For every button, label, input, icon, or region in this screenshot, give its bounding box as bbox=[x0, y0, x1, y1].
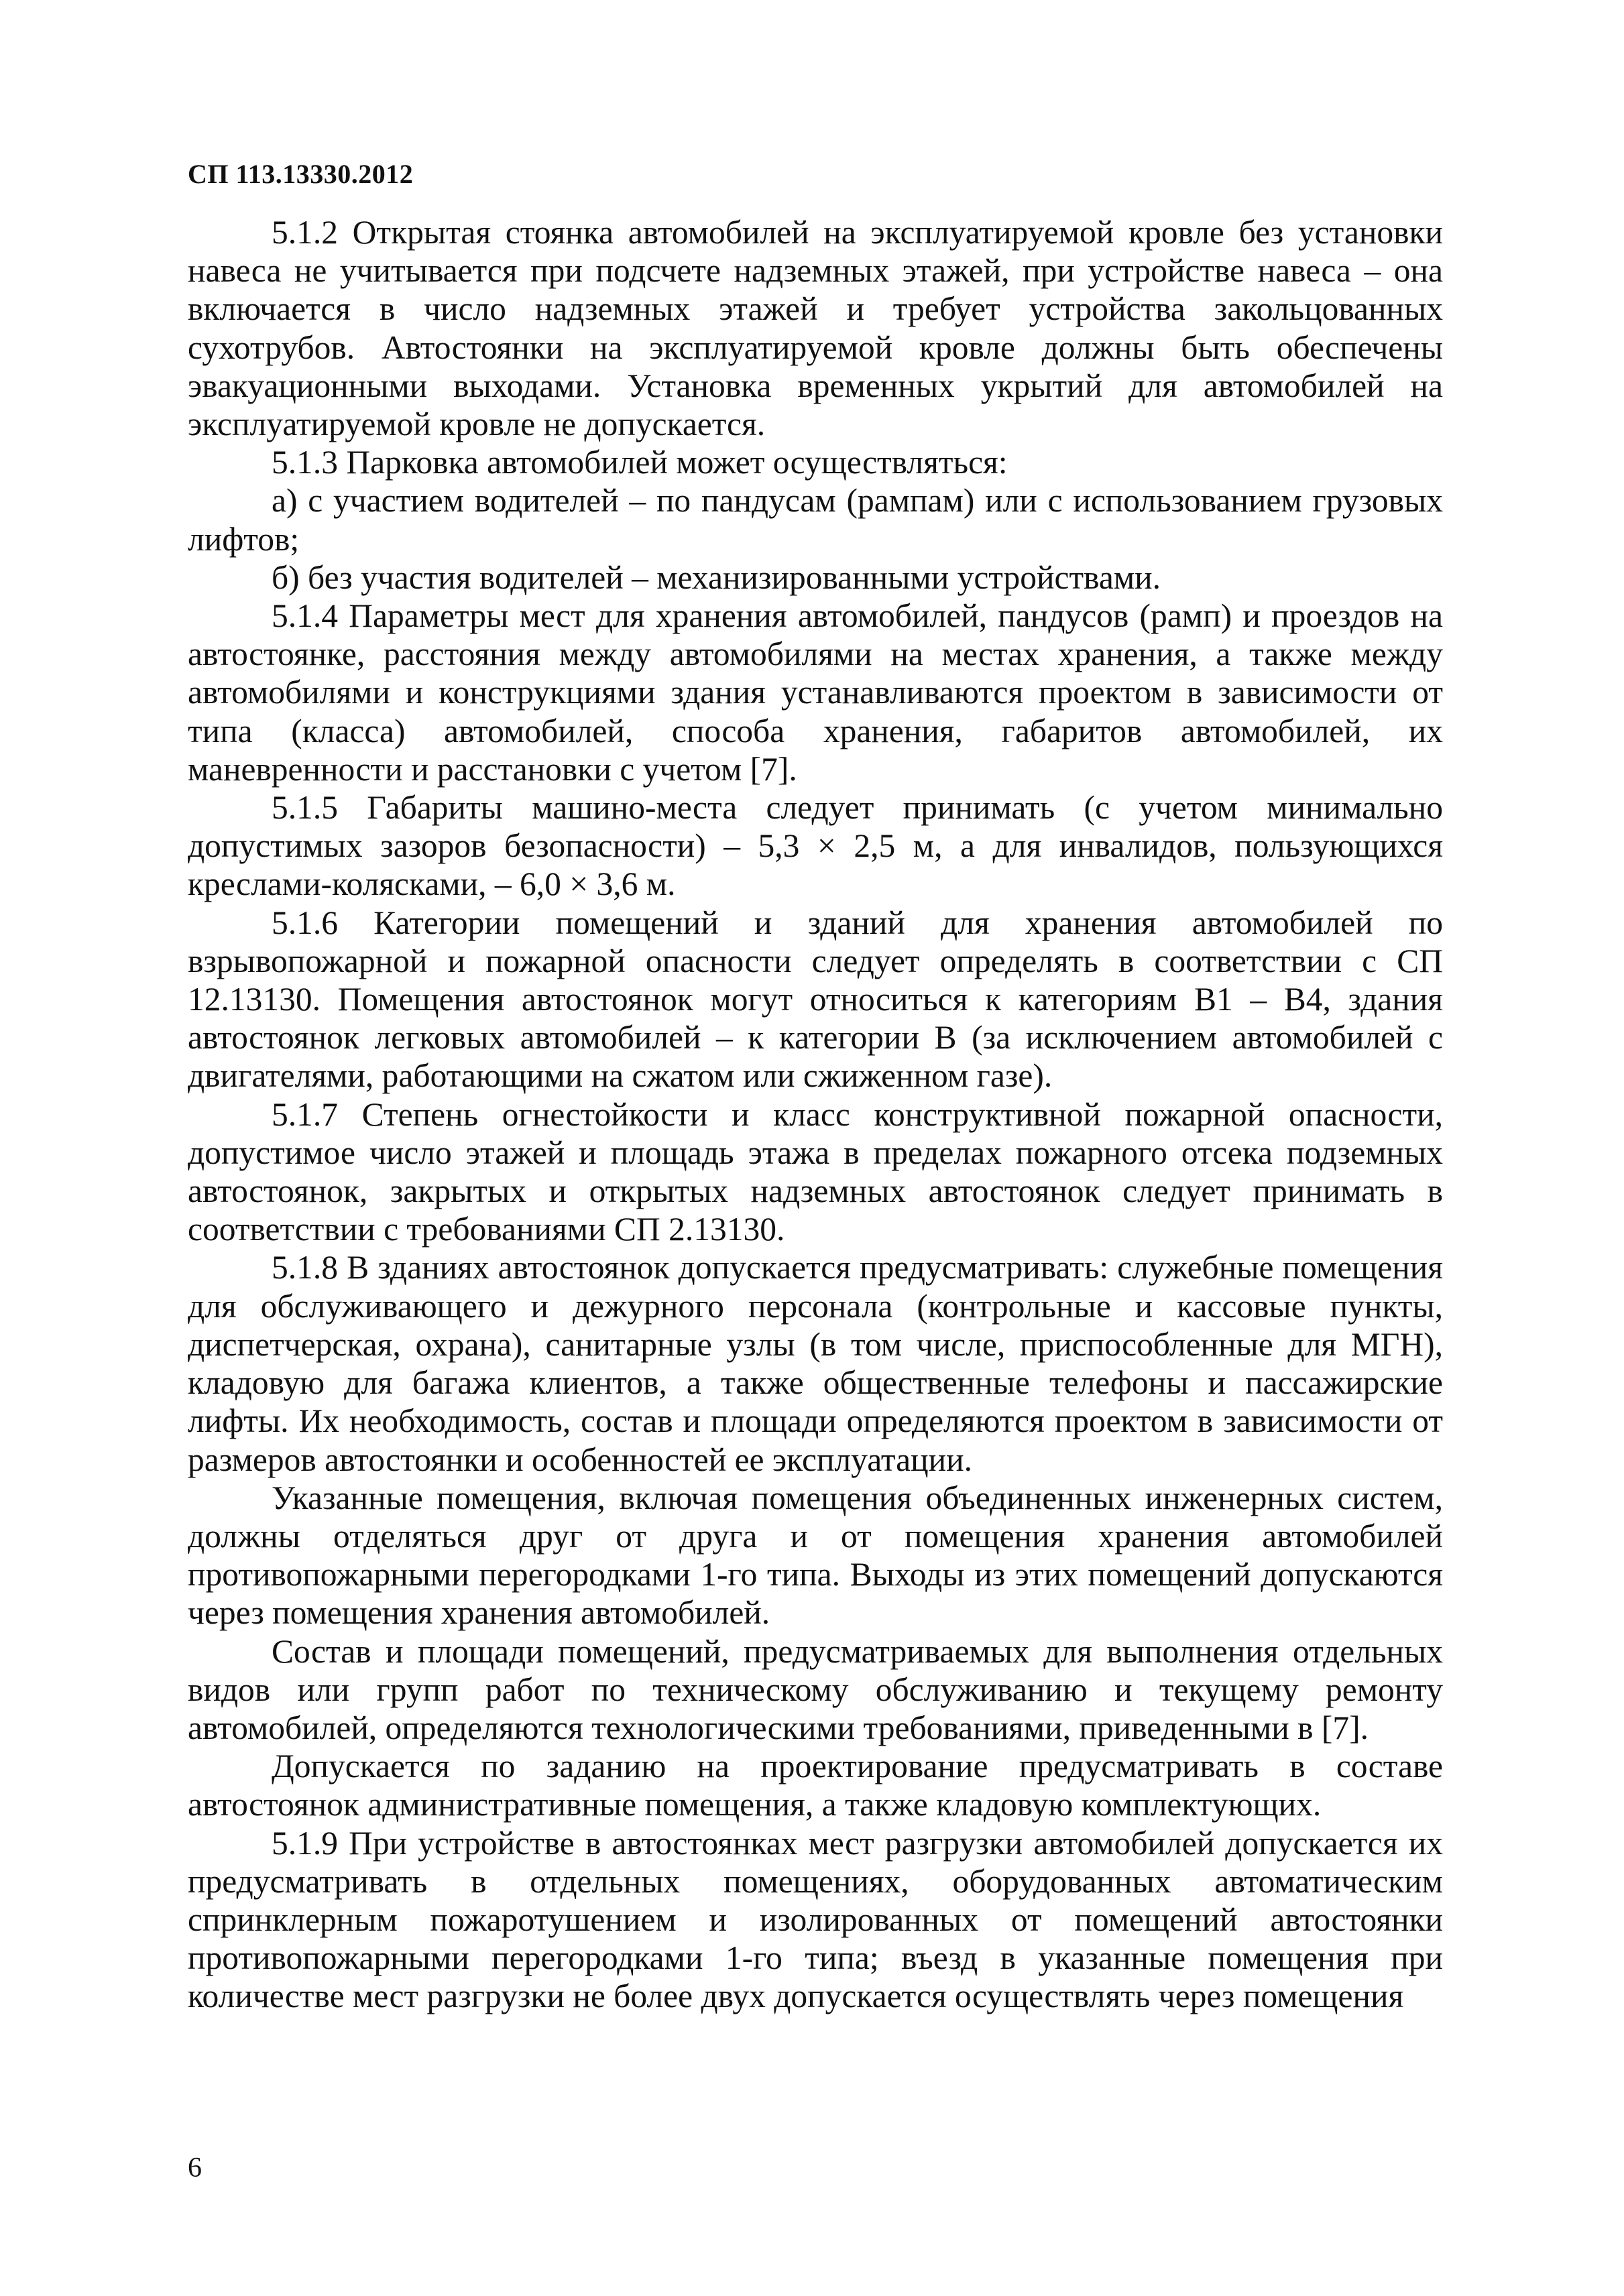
document-code-header: СП 113.13330.2012 bbox=[188, 159, 414, 189]
paragraph-5-1-8-maintenance-rooms: Состав и площади помещений, предусматриваемых для выполнения отдельных видов или групп работ по техническому обслуживанию и текущему ремонту автомобилей, определяются технологическими требованиями, приведенными в [7]. bbox=[188, 1632, 1443, 1746]
paragraph-5-1-3-b: б) без участия водителей – механизированными устройствами. bbox=[272, 558, 1161, 596]
paragraph-5-1-9: 5.1.9 При устройстве в автостоянках мест разгрузки автомобилей допускается их предусматривать в отдельных помещениях, оборудованных автоматическим спринклерным пожаротушением и изолированных от помещений автостоянки противопожарными перегородками 1-го типа; въезд в указанные помещения при количестве мест разгрузки не более двух допускается осуществлять через помещения bbox=[188, 1824, 1443, 2015]
paragraph-5-1-3: 5.1.3 Парковка автомобилей может осуществляться: bbox=[272, 444, 1008, 481]
paragraph-5-1-3-a: а) с участием водителей – по пандусам (рампам) или с использованием грузовых лифтов; bbox=[188, 482, 1443, 558]
paragraph-5-1-8: 5.1.8 В зданиях автостоянок допускается предусматривать: служебные помещения для обслуживающего и дежурного персонала (контрольные и кассовые пункты, диспетчерская, охрана), санитарные узлы (в том числе, приспособленные для МГН), кладовую для багажа клиентов, а также общественные телефоны и пассажирские лифты. Их необходимость, состав и площади определяются проектом в зависимости от размеров автостоянки и особенностей ее эксплуатации. bbox=[188, 1249, 1443, 1478]
paragraph-5-1-8-rooms-separation: Указанные помещения, включая помещения объединенных инженерных систем, должны отделяться друг от друга и от помещения хранения автомобилей противопожарными перегородками 1-го типа. Выходы из этих помещений допускаются через помещения хранения автомобилей. bbox=[188, 1479, 1443, 1632]
page-number: 6 bbox=[188, 2153, 202, 2183]
paragraph-5-1-6: 5.1.6 Категории помещений и зданий для хранения автомобилей по взрывопожарной и пожарной опасности следует определять в соответствии с СП 12.13130. Помещения автостоянок могут относиться к категориям В1 – В4, здания автостоянок легковых автомобилей – к категории В (за исключением автомобилей с двигателями, работающими на сжатом или сжиженном газе). bbox=[188, 904, 1443, 1095]
paragraph-5-1-5: 5.1.5 Габариты машино-места следует принимать (с учетом минимально допустимых зазоров безопасности) – 5,3 × 2,5 м, а для инвалидов, пользующихся креслами-колясками, – 6,0 × 3,6 м. bbox=[188, 789, 1443, 903]
paragraph-5-1-8-admin-rooms: Допускается по заданию на проектирование предусматривать в составе автостоянок административные помещения, а также кладовую комплектующих. bbox=[188, 1748, 1443, 1823]
paragraph-5-1-2: 5.1.2 Открытая стоянка автомобилей на эксплуатируемой кровле без установки навеса не учитывается при подсчете надземных этажей, при устройстве навеса – она включается в число надземных этажей и требует устройства закольцованных сухотрубов. Автостоянки на эксплуатируемой кровле должны быть обеспечены эвакуационными выходами. Установка временных укрытий для автомобилей на эксплуатируемой кровле не допускается. bbox=[188, 214, 1443, 443]
paragraph-5-1-7: 5.1.7 Степень огнестойкости и класс конструктивной пожарной опасности, допустимое число этажей и площадь этажа в пределах пожарного отсека подземных автостоянок, закрытых и открытых надземных автостоянок следует принимать в соответствии с требованиями СП 2.13130. bbox=[188, 1095, 1443, 1248]
paragraph-5-1-4: 5.1.4 Параметры мест для хранения автомобилей, пандусов (рамп) и проездов на автостоянке, расстояния между автомобилями на местах хранения, а также между автомобилями и конструкциями здания устанавливаются проектом в зависимости от типа (класса) автомобилей, способа хранения, габаритов автомобилей, их маневренности и расстановки с учетом [7]. bbox=[188, 597, 1443, 788]
document-body bbox=[188, 213, 1443, 2016]
